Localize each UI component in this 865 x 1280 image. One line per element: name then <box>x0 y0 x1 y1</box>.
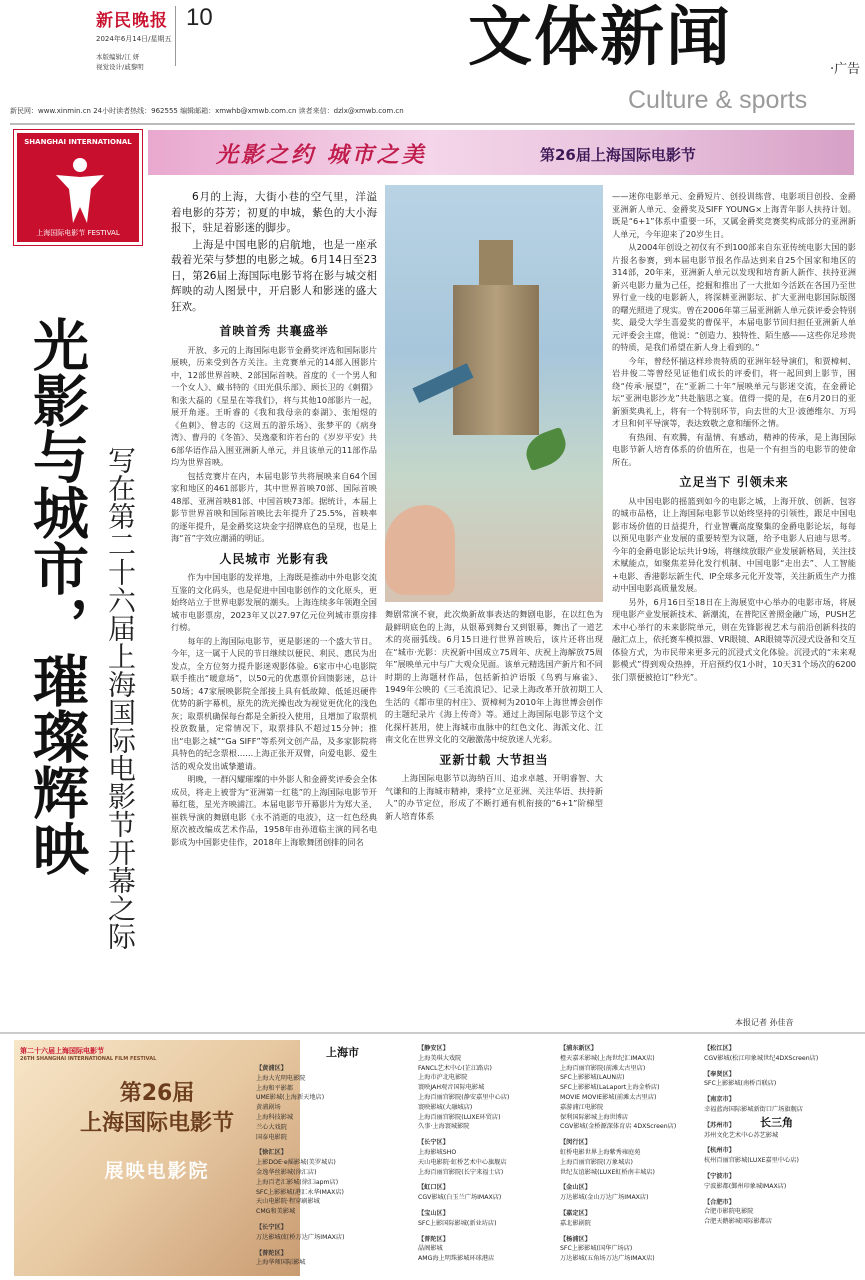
cinema-item: 上海百丽宫影院(前滩太古里店) <box>560 1064 646 1072</box>
district-heading: 【浦东新区】 <box>560 1045 598 1052</box>
cinema-item: 金逸华丝影城(徐汇店) <box>256 1168 317 1176</box>
subheading: 首映首秀 共襄盛举 <box>219 324 329 338</box>
district-heading: 【苏州市】 <box>704 1121 735 1129</box>
cinema-item: 虹桥电影世界上海紫秀雍庭苑 <box>560 1148 641 1156</box>
district-heading: 【徐汇区】 <box>256 1149 287 1157</box>
cinema-list-col-d <box>704 1044 818 1227</box>
paragraph: 作为中国电影的发祥地，上海既是推动中外电影交流互鉴的文化码头，也是促进中国电影创作的文化原头，更始终站立于世界电影发展的潮头。上海连续多年领跑全国城市电影票房，2023年又以27.97亿元位列城市票房排行榜。 <box>171 572 377 632</box>
article-column-3 <box>612 190 856 1016</box>
paragraph: 从2004年创设之初仅有不到100部来自东亚传统电影大国的影片报名参赛，到本届电影节报名作品达到来自25个国家和地区的314部，20年来，亚洲新人单元以发现和培育新人新作、扶持亚洲新兴电影力量为己任，挖掘和推出了一大批如今活跃在各国乃至世界行业一线的电影新人，将深耕亚洲影坛、扩大亚洲电影国际版图的曙光照进了现实。曾在2006年第三届亚洲新人单元获评委会特别奖、最受大学生喜爱奖的曹保平，本届电影节回归担任亚洲新人单元评委会主席，他说：“创造力、独特性、陌生感——这些你足珍贵的特质，是我们希望在新人身上看到的。” <box>612 242 856 352</box>
cinema-item: 橙天嘉禾影城(上海世纪汇IMAX店) <box>560 1054 655 1062</box>
subheading: 人民城市 光影有我 <box>219 551 329 566</box>
district-heading: 【杨浦区】 <box>560 1235 591 1243</box>
cinema-item: 嘉游浦江电影院 <box>560 1103 604 1111</box>
cinema-item: SFC上影影城(LaLaport上海金桥店) <box>560 1084 660 1092</box>
district-heading: 【静安区】 <box>418 1045 449 1052</box>
ad-title-line-1: 第26届 <box>119 1081 195 1106</box>
newspaper-logo: 新民晚报 <box>96 11 168 31</box>
district-heading: 【合肥市】 <box>704 1198 735 1206</box>
cinema-item: 合肥天鹅影城国际影都店 <box>704 1218 773 1226</box>
cinema-item: 嘉北影剧院 <box>560 1219 591 1227</box>
paragraph: 每年的上海国际电影节，更是影迷的一个盛大节日。今年，这一属于人民的节日继续以便民、利民、惠民为出发点，全方位努力提升影迷观影体验。6家市中心电影院联手推出“暖意场”，以50元的优惠票价回馈影迷，总计50场；47家展映影院全部接上具有低故障、低延迟硬件优势的新字幕机，原先的洗光操也改为视觉更优化的浅色灰；取票机确保每台都是全新投入使用，且增加了取票机投放数量，定常情况下，取票排队不超过15分钟；推出“电影之城”“Ga SIFF”等系列文创产品，及多家影院将具特色的纪念票根……上海正张开双臂，向爱电影、爱生活的观众发出诚挚邀请。 <box>171 635 377 771</box>
cinema-item: 万达影城(金山万达广场IMAX店) <box>560 1194 649 1202</box>
banner-slogan: 光影之约 城市之美 <box>216 142 427 168</box>
cinema-item: 世纪友谊影城(LUXE虹桥南丰城店) <box>560 1168 655 1176</box>
article-column-1 <box>171 190 377 1026</box>
lede-paragraph: 6月的上海，大街小巷的空气里，洋溢着电影的芬芳；初夏的申城，紫色的大小海报下，驻足着影迷的脚步。 <box>171 191 377 234</box>
editor-credits <box>96 52 176 72</box>
paragraph: 包括竞赛片在内，本届电影节共将展映来自64个国家和地区的461部影片，其中世界首映70部、国际首映48部、亚洲首映81部、中国首映73部。据统计，本届上影节世界首映和国际首映比去年提升了25.5%，首映率的逐年提升，是金爵奖这块金字招牌底色的呈现，也是上海“首”字效应潮涌的明证。 <box>171 470 377 543</box>
cinema-item: 黄浦剧场 <box>256 1104 281 1112</box>
district-heading: 【虹口区】 <box>418 1184 449 1192</box>
district-heading: 【宝山区】 <box>418 1209 449 1217</box>
cinema-item: 上影DOE·e摇影城(美罗城店) <box>256 1159 336 1167</box>
building <box>453 285 539 435</box>
banner-title: 第26届上海国际电影节 <box>540 146 696 164</box>
cinema-item: SFC上影影城(LAUN店) <box>560 1074 625 1082</box>
designer-line: 视觉设计/戚黎明 <box>96 63 144 71</box>
cinema-item: SFC上影国际影城(新业坊店) <box>418 1219 497 1227</box>
cinema-item: 万达影城(五角场万达广场IMAX店) <box>560 1255 655 1263</box>
cinema-item: 杭州百丽宫影城(LUXE嘉里中心店) <box>704 1157 799 1165</box>
cinema-item: 上海百丽宫影院(长宁来福士店) <box>418 1168 504 1176</box>
cinema-item: 兰心大戏院 <box>256 1123 287 1131</box>
paragraph: 另外，6月16日至18日在上海展览中心举办的电影市场，将展现电影产业发展新技术、新潮流，在普陀区普照金融广场，PUSH艺术中心举行的未来影院单元，则在先锋影视艺术与前沿创新科技的融汇点上，依托赛车模拟器、VR眼镜、AR眼镜等沉浸式设备和交互体验方式，为市民带来更多元的沉浸式文化体验。沉浸式的“未来观影模式”得到观众热捧，开启预约仅1小时，10天31个场次的6200张门票便被抢订“秒光”。 <box>612 596 856 682</box>
cinema-item: 上海百丽宫影院(万象城店) <box>560 1158 633 1166</box>
cinema-item: 幸福蓝海国际影城新街口广场旗舰店 <box>704 1105 803 1113</box>
header-rule <box>10 123 855 125</box>
festival-figure-icon <box>51 155 109 225</box>
paragraph: 开放、多元的上海国际电影节金爵奖评选和国际影片展映，历来受到各方关注。主竞赛单元的14部入围影片中，12部世界首映、2部国际首映。首度的《一个男人和一个女人》、藏书特的《田光俱乐部》、顾长卫的《刺猬》和张大磊的《星星在等我们》，将与其他10部影片一起，展开角逐。王昕睿的《我和我母亲的泰湖》、张旭煜的《鱼刺》、曾志的《这周五的游乐场》、张梦平的《病身湾》、曹丹的《冬笛》、吴逸豪和许若台的《岁岁平安》共6部华语作品入围亚洲新人单元，并且该单元的11部作品均为世界首映。 <box>171 344 377 467</box>
cinema-item: 上海和平影都 <box>256 1084 294 1092</box>
district-heading: 【普陀区】 <box>418 1235 449 1243</box>
cinema-item: 万达影城(虹桥万达广场IMAX店) <box>256 1233 345 1241</box>
district-heading: 【奉贤区】 <box>704 1070 735 1078</box>
cinema-item: 上海百老汇影城(徐汇iapm店) <box>256 1178 339 1186</box>
lede-paragraph: 上海是中国电影的启航地，也是一座承载着光荣与梦想的电影之城。6月14日至23日，第26届上海国际电影节将在影与城交相辉映的动人图景中，开启影人和影迷的盛大狂欢。 <box>171 238 377 313</box>
ad-title-line-3: 展映电影院 <box>104 1160 210 1182</box>
page-number: 10 <box>186 4 213 31</box>
region-shanghai: 上海市 <box>326 1046 359 1059</box>
cinema-item: 国泰电影院 <box>256 1133 287 1141</box>
cinema-item: SFC上影影城(国华广场店) <box>560 1245 633 1253</box>
cinema-list-ad <box>0 1034 865 1280</box>
cinema-item: 苏州文化艺术中心苏艺影城 <box>704 1131 779 1139</box>
district-heading: 【松江区】 <box>704 1045 735 1052</box>
cinema-item: 上海百丽宫影院(LUXE环贸店) <box>418 1113 501 1121</box>
cinema-item: CGV影城(白玉兰广场IMAX店) <box>418 1194 502 1202</box>
section-title-en: Culture & sports <box>628 86 808 114</box>
cinema-item: 寰映JAH观音国际电影城 <box>418 1084 485 1092</box>
cinema-item: 晶阁影城 <box>418 1245 443 1253</box>
district-heading: 【普陀区】 <box>256 1249 287 1257</box>
cinema-item: 上海市沪北电影院 <box>418 1074 468 1082</box>
cinema-item: 上海影城SHO <box>418 1148 457 1156</box>
sub-headline: 写在第二十六届上海国际电影节开幕之际 <box>104 446 137 950</box>
cinema-item: 久事·上海寰城影院 <box>418 1123 470 1131</box>
cinema-item: MOVIE MOVIE影城(前滩太古里店) <box>560 1093 657 1101</box>
paragraph: 舞剧常演不衰，此次焕新故事表达的舞剧电影，在以红色为最鲜明底色的上海，从银幕到舞台又到银幕，舞出了一道艺术的亮丽弧线。6月15日进行世界首映后，该片还将出现在“城市·光影：庆祝新中国成立75周年、庆祝上海解放75周年”展映单元中与广大观众见面。该单元精选国产新片和不同时期的上海题材作品，包括新拍沪语版《鸟鸦与麻雀》、1949年公映的《三毛流浪记》、记录上海改革开放初期工人生活的《都市里的村庄》、贾樟柯为2010年上海世博会创作的主题纪录片《海上传奇》等。通过上海国际电影节这个文化探杆甚用，使上海城市血脉中的红色文化、海派文化、江南文化在世界文化的交融激荡中绽放迷人光彩。 <box>385 609 603 744</box>
cinema-item: 上海科技影城 <box>256 1113 294 1121</box>
festival-logo-top: SHANGHAI INTERNATIONAL <box>24 138 132 146</box>
ad-festival-name: 第二十六届上海国际电影节 <box>20 1047 104 1055</box>
region-yangtze-delta: 长三角 <box>760 1116 793 1129</box>
paragraph: 今年，曾经怀揣这样珍贵特质的亚洲年轻导演们，和贾樟柯、岩井俊二等曾经见证他们成长的评委们，将一起回到上影节，围绕“传承·展望”，在“亚新二十年”展映单元与影迷交流，在金爵论坛“亚洲电影沙龙”共赴脑思之宴。值得一提的是，在6月20日的亚新颁奖典礼上，将有一个特别环节，向去世的大卫·波德维尔、万玛才旦和何平导演等，表达致敬之意和缅怀之情。 <box>612 355 856 428</box>
paragraph: 上海国际电影节以海纳百川、追求卓越、开明睿智、大气谦和的上海城市精神，秉持“立足亚洲、关注华语、扶持新人”的办节定位，形成了不断打通有机衔接的“6+1”阶梯型新人培育体系 <box>385 773 603 821</box>
cinema-list-col-b <box>418 1044 509 1264</box>
district-heading: 【黄浦区】 <box>256 1065 287 1072</box>
cinema-item: SFC上影影城(南桥百联店) <box>704 1080 777 1088</box>
district-heading: 【金山区】 <box>560 1184 591 1192</box>
issue-date: 2024年6月14日/星期五 <box>96 35 172 43</box>
ad-title-line-2: 上海国际电影节 <box>79 1111 234 1136</box>
district-heading: 【南京市】 <box>704 1096 735 1104</box>
paragraph: ——迷你电影单元、金爵短片、创投训练营、电影项目创投、金爵亚洲新人单元、金爵奖及SIFF YOUNG×上海青年影人扶持计划。既是“6+1”体系中重要一环，又属金爵奖竞赛奖构成部分的亚洲新人单元，今年迎来了20岁生日。 <box>612 191 856 239</box>
cinema-item: CMG和美影城 <box>256 1208 296 1216</box>
cinema-item: 保利国际影城上海世博店 <box>560 1113 629 1121</box>
cinema-item: CGV影城(松江印象城世纪4DXScreen店) <box>704 1054 819 1062</box>
cinema-item: 寰映影城(大融城店) <box>418 1103 473 1111</box>
cinema-item: 上海百丽宫影院(静安嘉里中心店) <box>418 1093 510 1101</box>
byline: 本报记者 孙佳音 <box>735 1018 794 1027</box>
cinema-item: 天山电影院·程穿刷影城 <box>256 1198 320 1206</box>
hand <box>385 505 455 595</box>
main-headline: 光影与城市，璀璨辉映 <box>24 316 90 876</box>
paragraph: 明晚，一群闪耀璀璨的中外影人和金爵奖评委会全体成员，将走上被誉为“亚洲第一红毯”的上海国际电影节开幕红毯，星光齐映浦江。本届电影节开幕影片为郑大圣、崔轶导演的舞剧电影《永不消逝的电波》，这一红色经典原次被改编成艺术作品，1958年由孙道临主演的同名电影成为中国影史佳作，2018年上海歌舞团创排的同名 <box>171 774 377 847</box>
contact-bar: 新民网：www.xinmin.cn 24小时读者热线：962555 编辑邮箱：xmwhb@xmwb.com.cn 读者来信：dzlx@xmwb.com.cn <box>10 107 404 115</box>
cinema-item: FANCL艺术中心(芷江路店) <box>418 1064 492 1072</box>
district-heading: 【宁波市】 <box>704 1172 735 1180</box>
cinema-item: 上海华师国际影城 <box>256 1259 306 1267</box>
cinema-item: 天山电影院·虹桥艺术中心旗舰店 <box>418 1158 507 1166</box>
cinema-item: 上海美琪大戏院 <box>418 1054 462 1062</box>
subheading: 立足当下 引领未来 <box>679 475 789 489</box>
section-title: 文体新闻 <box>468 0 732 75</box>
hero-photo <box>385 185 603 602</box>
paragraph: 有热闹、有欢腾，有温情、有感动，精神的传承，是上海国际电影节新人培育体系的价值所在，也是一个有担当的电影节的使命所在。 <box>612 431 856 467</box>
ad-label: ·广告 <box>830 62 861 77</box>
district-heading: 【杭州市】 <box>704 1147 735 1155</box>
cinema-item: 宁波影都(鄞州印象城IMAX店) <box>704 1182 787 1190</box>
cinema-item: CGV影城(金桥源深体育店 4DXScreen店) <box>560 1123 677 1131</box>
festival-logo <box>14 130 142 245</box>
district-heading: 【长宁区】 <box>256 1223 287 1231</box>
cinema-item: 上海大光明电影院 <box>256 1074 306 1082</box>
ad-festival-name-en: 26TH SHANGHAI INTERNATIONAL FILM FESTIVAL <box>20 1056 157 1062</box>
cinema-item: SFC上影影城(港汇永华IMAX店) <box>256 1188 344 1196</box>
festival-logo-bottom: 上海国际电影节 FESTIVAL <box>36 229 120 237</box>
subheading: 亚新廿载 大节担当 <box>439 752 549 767</box>
district-heading: 【闵行区】 <box>560 1139 591 1147</box>
cinema-list-col-c <box>560 1044 676 1264</box>
cinema-item: AMG海上明珠影城环球港店 <box>418 1255 495 1263</box>
topic-banner <box>148 130 854 175</box>
paragraph: 从中国电影的摇篮到如今的电影之城，上海开放、创新、包容的城市品格，让上海国际电影节以始终坚持的引领性，跟足中国电影市场价值的日益提升，行业智囊高度聚集的金爵电影论坛，每每以预见电影产业发展的重要转型为议题，给予电影人启迪与思考。今年的金爵电影论坛共计9场，将继续放眼产业发展新格局，关注技术赋能点，如聚焦差异化发行机制、中国电影“走出去”、人工智能+电影、香港影坛新生代、IP全球多元化开发等，关注新质生产力推动中国电影高质量发展。 <box>612 495 856 593</box>
district-heading: 【长宁区】 <box>418 1139 449 1147</box>
cinema-list-col-a <box>256 1064 345 1268</box>
editor-line: 本版编辑/江 妍 <box>96 53 140 61</box>
article-column-2 <box>385 608 603 1026</box>
cinema-item: UME影城(上海新天地店) <box>256 1094 325 1102</box>
cinema-item: 合肥市影院电影院 <box>704 1208 754 1216</box>
district-heading: 【嘉定区】 <box>560 1209 591 1217</box>
